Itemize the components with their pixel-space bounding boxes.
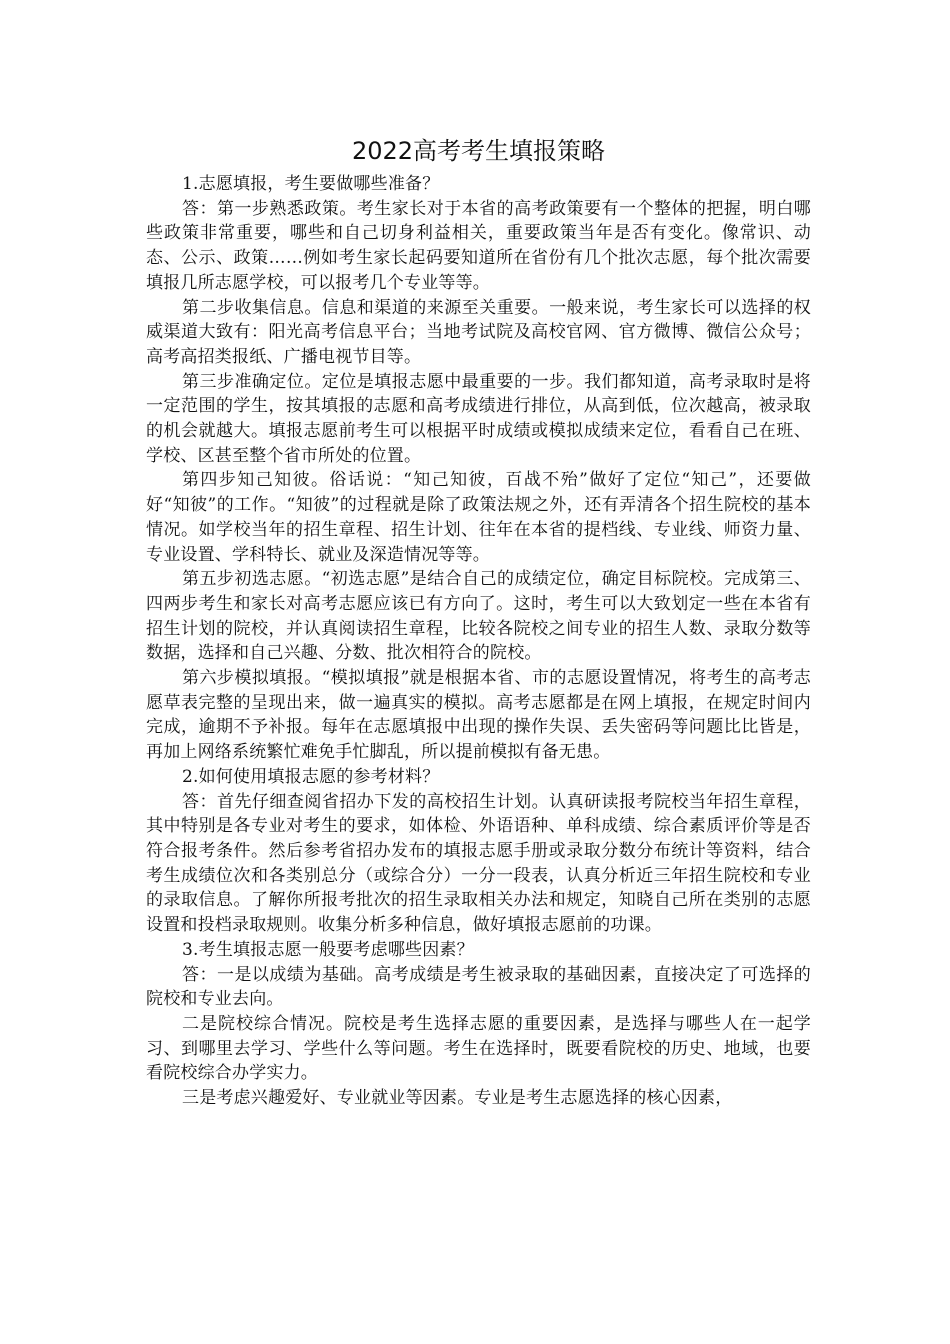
paragraph-step-5: 第五步初选志愿。“初选志愿”是结合自己的成绩定位，确定目标院校。完成第三、四两步考生和家长对高考志愿应该已有方向了。这时，考生可以大致划定一些在本省有招生计划的院校，并认真阅读招生章程，比较各院校之间专业的招生人数、录取分数等数据，选择和自己兴趣、分数、批次相符合的院校。	[146, 569, 811, 664]
paragraph-question-1: 1.志愿填报，考生要做哪些准备？	[182, 174, 440, 194]
paragraph-step-2: 第二步收集信息。信息和渠道的来源至关重要。一般来说，考生家长可以选择的权威渠道大致有：阳光高考信息平台；当地考试院及高校官网、官方微博、微信公众号；高考高招类报纸、广播电视节目等。	[146, 297, 811, 367]
paragraph-factor-3: 三是考虑兴趣爱好、专业就业等因素。专业是考生志愿选择的核心因素，	[182, 1088, 733, 1109]
paragraph-answer-2: 答：首先仔细查阅省招办下发的高校招生计划。认真研读报考院校当年招生章程，其中特别是各专业对考生的要求，如体检、外语语种、单科成绩、综合素质评价等是否符合报考条件。然后参考省招办发布的填报志愿手册或录取分数分布统计等资料，结合考生成绩位次和各类别总分（或综合分）一分一段表，认真分析近三年招生院校和专业的录取信息。了解你所报考批次的招生录取相关办法和规定，知晓自己所在类别的志愿设置和投档录取规则。收集分析多种信息，做好填报志愿前的功课。	[146, 791, 811, 936]
document-title: 2022高考考生填报策略	[351, 137, 606, 165]
paragraph-factor-2: 二是院校综合情况。院校是考生选择志愿的重要因素，是选择与哪些人在一起学习、到哪里去学习、学些什么等问题。考生在选择时，既要看院校的历史、地域，也要看院校综合办学实力。	[146, 1013, 811, 1084]
paragraph-step-1: 答：第一步熟悉政策。考生家长对于本省的高考政策要有一个整体的把握，明白哪些政策非常重要，哪些和自己切身利益相关，重要政策当年是否有变化。像常识、动态、公示、政策……例如考生家长起码要知道所在省份有几个批次志愿，每个批次需要填报几所志愿学校，可以报考几个专业等等。	[146, 198, 811, 293]
paragraph-step-6: 第六步模拟填报。“模拟填报”就是根据本省、市的志愿设置情况，将考生的高考志愿草表完整的呈现出来，做一遍真实的模拟。高考志愿都是在网上填报，在规定时间内完成，逾期不予补报。每年在志愿填报中出现的操作失误、丢失密码等问题比比皆是，再加上网络系统繁忙难免手忙脚乱，所以提前模拟有备无患。	[146, 668, 811, 763]
paragraph-factor-1: 答：一是以成绩为基础。高考成绩是考生被录取的基础因素，直接决定了可选择的院校和专业去向。	[146, 964, 811, 1010]
document-page	[146, 134, 811, 1111]
paragraph-step-4: 第四步知己知彼。俗话说：“知己知彼，百战不殆”做好了定位“知己”，还要做好“知彼”的工作。“知彼”的过程就是除了政策法规之外，还有弄清各个招生院校的基本情况。如学校当年的招生章程、招生计划、往年在本省的提档线、专业线、师资力量、专业设置、学科特长、就业及深造情况等等。	[146, 470, 811, 565]
paragraph-step-3: 第三步准确定位。定位是填报志愿中最重要的一步。我们都知道，高考录取时是将一定范围的学生，按其填报的志愿和高考成绩进行排位，从高到低，位次越高，被录取的机会就越大。填报志愿前考生可以根据平时成绩或模拟成绩来定位，看看自己在班、学校、区甚至整个省市所处的位置。	[146, 371, 811, 466]
paragraph-question-2: 2.如何使用填报志愿的参考材料？	[182, 766, 440, 787]
paragraph-question-3: 3.考生填报志愿一般要考虑哪些因素？	[182, 939, 474, 960]
